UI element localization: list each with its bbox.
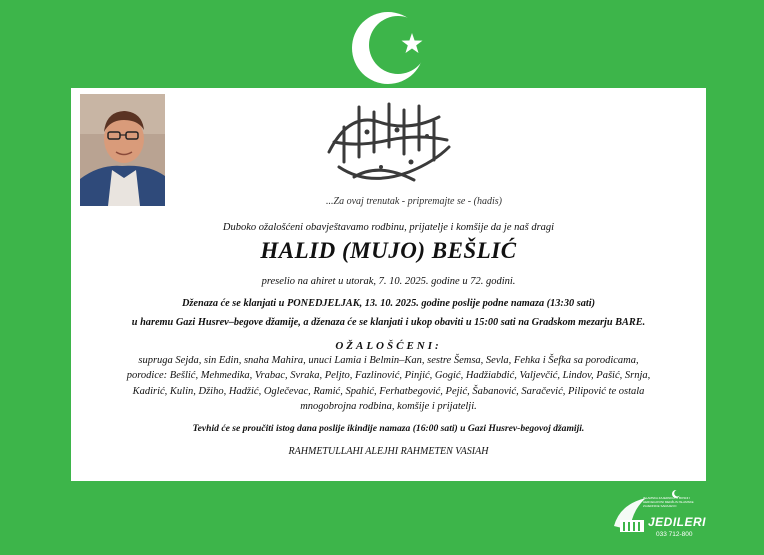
arabic-calligraphy-emblem <box>319 92 459 192</box>
crescent-star-icon <box>350 8 430 88</box>
logo-phone: 033 712-800 <box>656 531 693 538</box>
portrait-photo <box>80 94 165 206</box>
mourners-line: Kadirić, Kulin, Džiho, Hadžić, Oglečevac, Ramić, Spahić, Ferhatbegović, Pejić, Šabanović, Saračević, Pilipović te ostala <box>132 385 645 397</box>
logo-organization-text: ISLAMSKA ZAJEDNICA U BOSNI I HERCEGOVINI MEDŽLIS ISLAMSKE ZAJEDNICE SARAJEVO <box>643 496 694 508</box>
mourners-heading: OŽALOŠĆENI: <box>335 340 442 352</box>
mourners-line: porodice: Bešlić, Mehmedika, Vrabac, Svraka, Peljto, Fazlinović, Pinjić, Gogić, Hadžiabdić, Valjevčić, Lindov, Pašić, Srnja, <box>126 370 651 382</box>
hadis-quote: ...Za ovaj trenutak - pripremajte se - (hadis) <box>326 196 502 207</box>
mourners-line: supruga Sejda, sin Edin, snaha Mahira, unuci Lamia i Belmin–Kan, sestre Šemsa, Sevla, Fehka i Šefka sa porodicama, <box>138 355 639 366</box>
obituary-card <box>71 88 706 481</box>
tevhid-notice: Tevhid će se proučiti istog dana poslije ikindije namaza (16:00 sati) u Gazi Husrev-begovoj džamiji. <box>192 423 585 434</box>
death-announcement: preselio na ahiret u utorak, 7. 10. 2025. godine u 72. godini. <box>261 276 516 287</box>
funeral-details-line1: Dženaza će se klanjati u PONEDJELJAK, 13. 10. 2025. godine poslije podne namaza (13:30 sati) <box>181 298 596 309</box>
logo-name: JEDILERI <box>648 515 707 529</box>
intro-text: Duboko ožalošćeni obavještavamo rodbinu, prijatelje i komšije da je naš dragi <box>222 222 555 233</box>
funeral-details-line2: u haremu Gazi Husrev–begove džamije, a dženaza će se klanjati i ukop obaviti u 15:00 sati na Gradskom mezarju BARE. <box>131 317 646 328</box>
closing-prayer: RAHMETULLAHI ALEJHI RAHMETEN VASIAH <box>288 446 489 457</box>
deceased-name: HALID (MUJO) BEŠLIĆ <box>260 238 517 263</box>
mourners-line: mnogobrojna rodbina, komšije i prijatelji. <box>300 401 477 413</box>
mourners-list <box>111 353 666 415</box>
